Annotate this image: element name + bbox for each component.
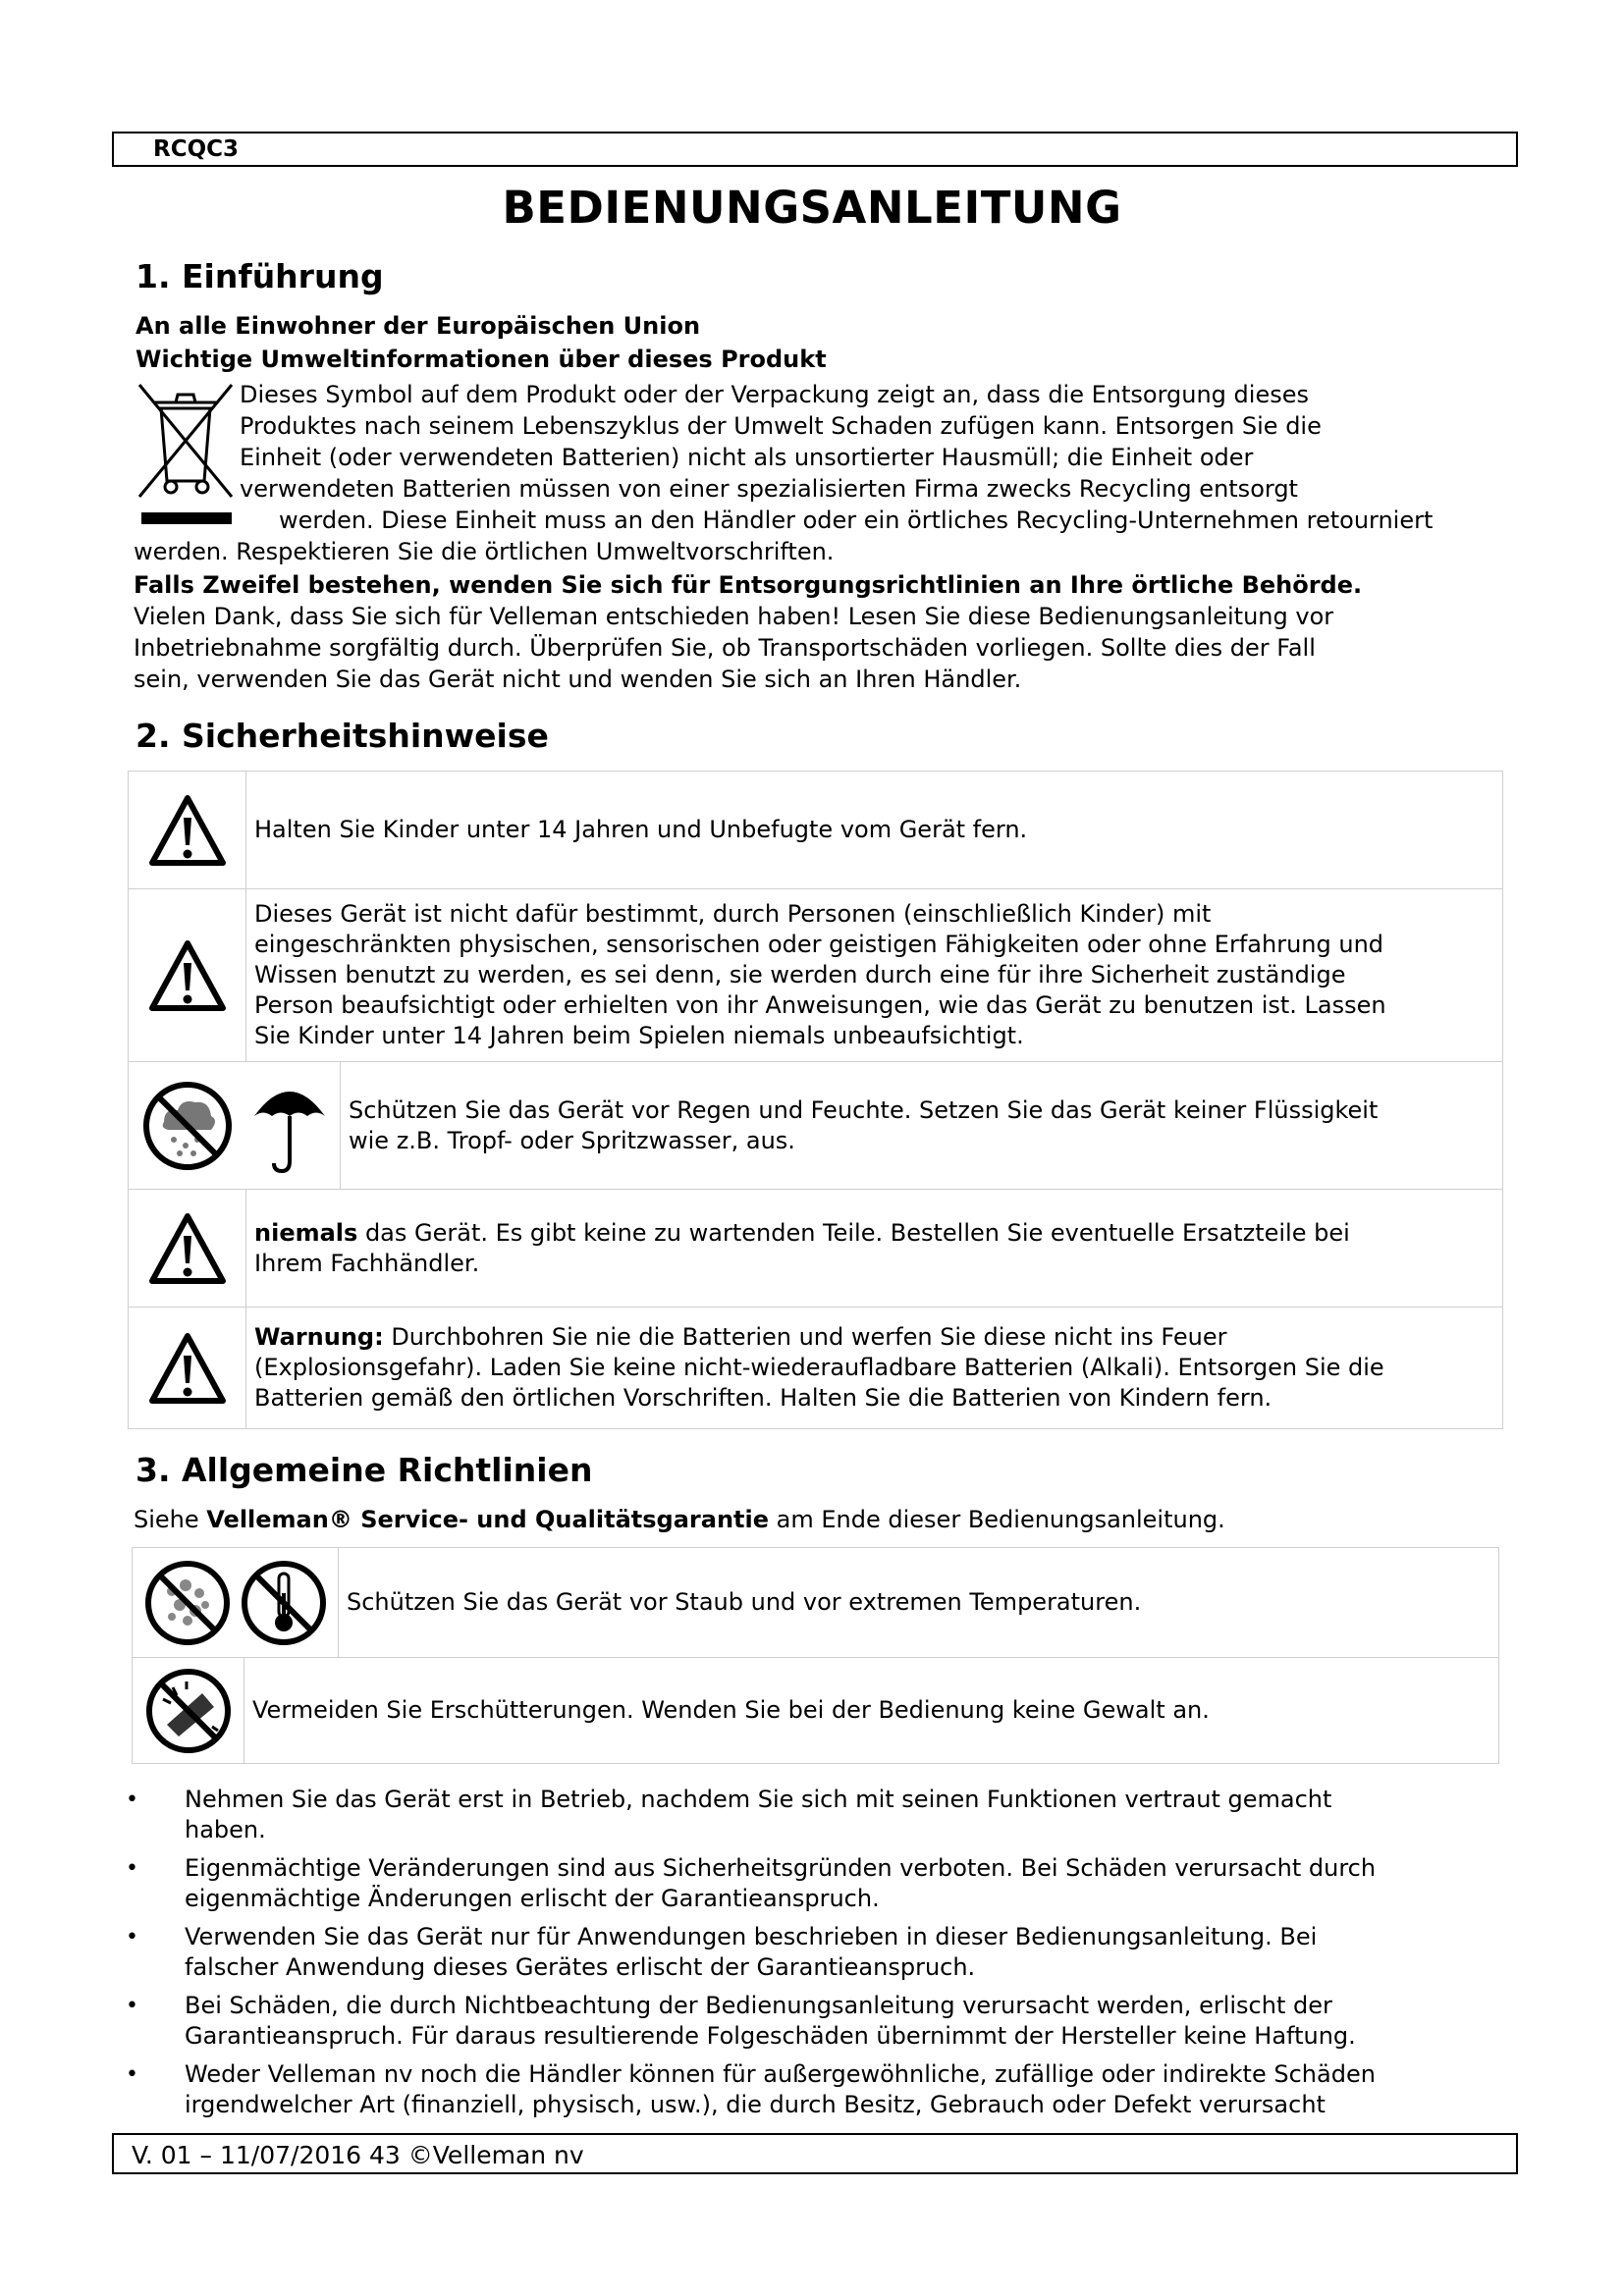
safety-text-bold: niemals [254,1218,358,1247]
safety-text: (Explosionsgefahr). Laden Sie keine nicht-wiederaufladbare Batterien (Alkali). Entsorgen Sie die [254,1354,1384,1381]
guarantee-reference-post: am Ende dieser Bedienungsanleitung. [769,1506,1225,1533]
section-heading-general-guidelines: 3. Allgemeine Richtlinien [135,1451,593,1489]
safety-text: eingeschränkten physischen, sensorischen oder geistigen Fähigkeiten oder ohne Erfahrung und [254,931,1384,958]
safety-table-lower [128,1189,1503,1429]
bullet-text: Garantieanspruch. Für daraus resultierende Folgeschäden übernimmt der Hersteller keine Haftung. [185,2022,1356,2050]
footer-box [112,2133,1518,2174]
bullet-text: Bei Schäden, die durch Nichtbeachtung der Bedienungsanleitung verursacht werden, erlischt der [185,1992,1332,2019]
moisture-table [128,1061,1503,1190]
bullet-text: Eigenmächtige Veränderungen sind aus Sicherheitsgründen verboten. Bei Schäden verursacht durch [185,1854,1377,1882]
safety-text-rest: das Gerät. Es gibt keine zu wartenden Teile. Bestellen Sie eventuelle Ersatzteile bei [357,1218,1350,1247]
guideline-row [133,1658,1499,1764]
bullet-text: irgendwelcher Art (finanziell, physisch, usw.), die durch Besitz, Gebrauch oder Defekt verursacht [185,2091,1326,2118]
safety-row [129,1308,1503,1429]
bullet-symbol: • [126,1856,138,1881]
bullet-text: falscher Anwendung dieses Gerätes erlischt der Garantieanspruch. [185,1953,976,1981]
footer-text: V. 01 – 11/07/2016 43 ©Velleman nv [132,2141,584,2169]
guarantee-reference-bold: Velleman® Service- und Qualitätsgarantie [206,1506,770,1533]
safety-row [129,889,1503,1062]
safety-text: Batterien gemäß den örtlichen Vorschriften. Halten Sie die Batterien von Kindern fern. [254,1384,1272,1412]
weee-last-line: werden. Respektieren Sie die örtlichen Umweltvorschriften. [134,538,835,565]
bullet-symbol: • [126,2062,138,2087]
eu-residents-subheading: An alle Einwohner der Europäischen Union [135,312,701,340]
weee-line: verwendeten Batterien müssen von einer spezialisierten Firma zwecks Recycling entsorgt [240,475,1298,503]
safety-text: Sie Kinder unter 14 Jahren beim Spielen niemals unbeaufsichtigt. [254,1022,1024,1049]
bullet-symbol: • [126,1788,138,1812]
environment-info-subheading: Wichtige Umweltinformationen über dieses Produkt [135,346,827,373]
guarantee-reference [134,1504,1225,1535]
no-dust-icon [142,1558,233,1648]
warning-triangle-icon [129,889,246,1062]
guarantee-reference-pre: Siehe [134,1506,207,1533]
no-rain-icon [140,1079,235,1173]
safety-row [129,1190,1503,1308]
safety-row [129,1062,1503,1190]
safety-text: Person beaufsichtigt oder erhielten von ihr Anweisungen, wie das Gerät zu benutzen ist. Lassen [254,991,1386,1019]
page-title: BEDIENUNGSANLEITUNG [502,182,1122,234]
bullet-symbol: • [126,1994,138,2018]
umbrella-icon [250,1077,329,1175]
bullet-text: eigenmächtige Änderungen erlischt der Garantieanspruch. [185,1885,880,1912]
disposal-note: Falls Zweifel bestehen, wenden Sie sich für Entsorgungsrichtlinien an Ihre örtliche Behörde. [134,571,1363,599]
warning-triangle-icon [129,1190,246,1308]
bullet-text: Weder Velleman nv noch die Händler können für außergewöhnliche, zufällige oder indirekte Schäden [185,2060,1376,2088]
safety-text: wie z.B. Tropf- oder Spritzwasser, aus. [349,1126,795,1154]
safety-text-bold: Warnung: [254,1323,384,1351]
warning-triangle-icon [129,1308,246,1429]
thanks-line: sein, verwenden Sie das Gerät nicht und wenden Sie sich an Ihren Händler. [134,666,1022,693]
safety-text: Schützen Sie das Gerät vor Regen und Feuchte. Setzen Sie das Gerät keiner Flüssigkeit [349,1095,1379,1124]
list-item [126,2059,1500,2122]
guideline-row [133,1548,1499,1658]
header-box [112,132,1518,167]
safety-text: Wissen benutzt zu werden, es sei denn, sie werden durch eine für ihre Sicherheit zuständige [254,961,1346,988]
section-heading-safety: 2. Sicherheitshinweise [135,717,549,755]
safety-text: Dieses Gerät ist nicht dafür bestimmt, durch Personen (einschließlich Kinder) mit [254,900,1212,928]
bullet-text: Verwenden Sie das Gerät nur für Anwendungen beschrieben in dieser Bedienungsanleitung. Bei [185,1923,1318,1950]
no-shock-icon [143,1666,234,1756]
thanks-line: Vielen Dank, dass Sie sich für Velleman entschieden haben! Lesen Sie diese Bedienungsanleitung vor [134,603,1334,630]
weee-line: Einheit (oder verwendeten Batterien) nicht als unsortierter Hausmüll; die Einheit oder [240,444,1254,471]
bullet-text: haben. [185,1816,266,1843]
safety-text-first-line [254,1322,1494,1353]
weee-line: werden. Diese Einheit muss an den Händler oder ein örtliches Recycling-Unternehmen retourniert [279,507,1434,534]
bullet-text: Nehmen Sie das Gerät erst in Betrieb, nachdem Sie sich mit seinen Funktionen vertraut gemacht [185,1786,1332,1813]
warning-triangle-icon [129,772,246,889]
guideline-text: Schützen Sie das Gerät vor Staub und vor extremen Temperaturen. [339,1548,1499,1658]
safety-text-rest: Durchbohren Sie nie die Batterien und werfen Sie diese nicht ins Feuer [383,1323,1227,1351]
model-label: RCQC3 [153,136,240,162]
guidelines-table-shock [132,1657,1499,1764]
safety-table [128,771,1503,1062]
safety-text: Ihrem Fachhändler. [254,1249,480,1277]
safety-row [129,772,1503,889]
list-item [126,1991,1500,2054]
section-heading-introduction: 1. Einführung [135,257,384,295]
safety-text-first-line [254,1218,1494,1249]
weee-line: Dieses Symbol auf dem Produkt oder der Verpackung zeigt an, dass die Entsorgung dieses [240,381,1309,408]
guidelines-table-dust [132,1547,1499,1658]
bullet-symbol: • [126,1925,138,1949]
list-item [126,1922,1500,1985]
no-extreme-temperature-icon [239,1558,329,1648]
list-item [126,1785,1500,1847]
weee-bin-icon [132,379,240,526]
thanks-line: Inbetriebnahme sorgfältig durch. Überprüfen Sie, ob Transportschäden vorliegen. Sollte dies der Fall [134,634,1316,662]
list-item [126,1853,1500,1916]
safety-text: Halten Sie Kinder unter 14 Jahren und Unbefugte vom Gerät fern. [254,816,1028,843]
guideline-text: Vermeiden Sie Erschütterungen. Wenden Sie bei der Bedienung keine Gewalt an. [244,1658,1499,1764]
weee-line: Produktes nach seinem Lebenszyklus der Umwelt Schaden zufügen kann. Entsorgen Sie die [240,412,1322,440]
